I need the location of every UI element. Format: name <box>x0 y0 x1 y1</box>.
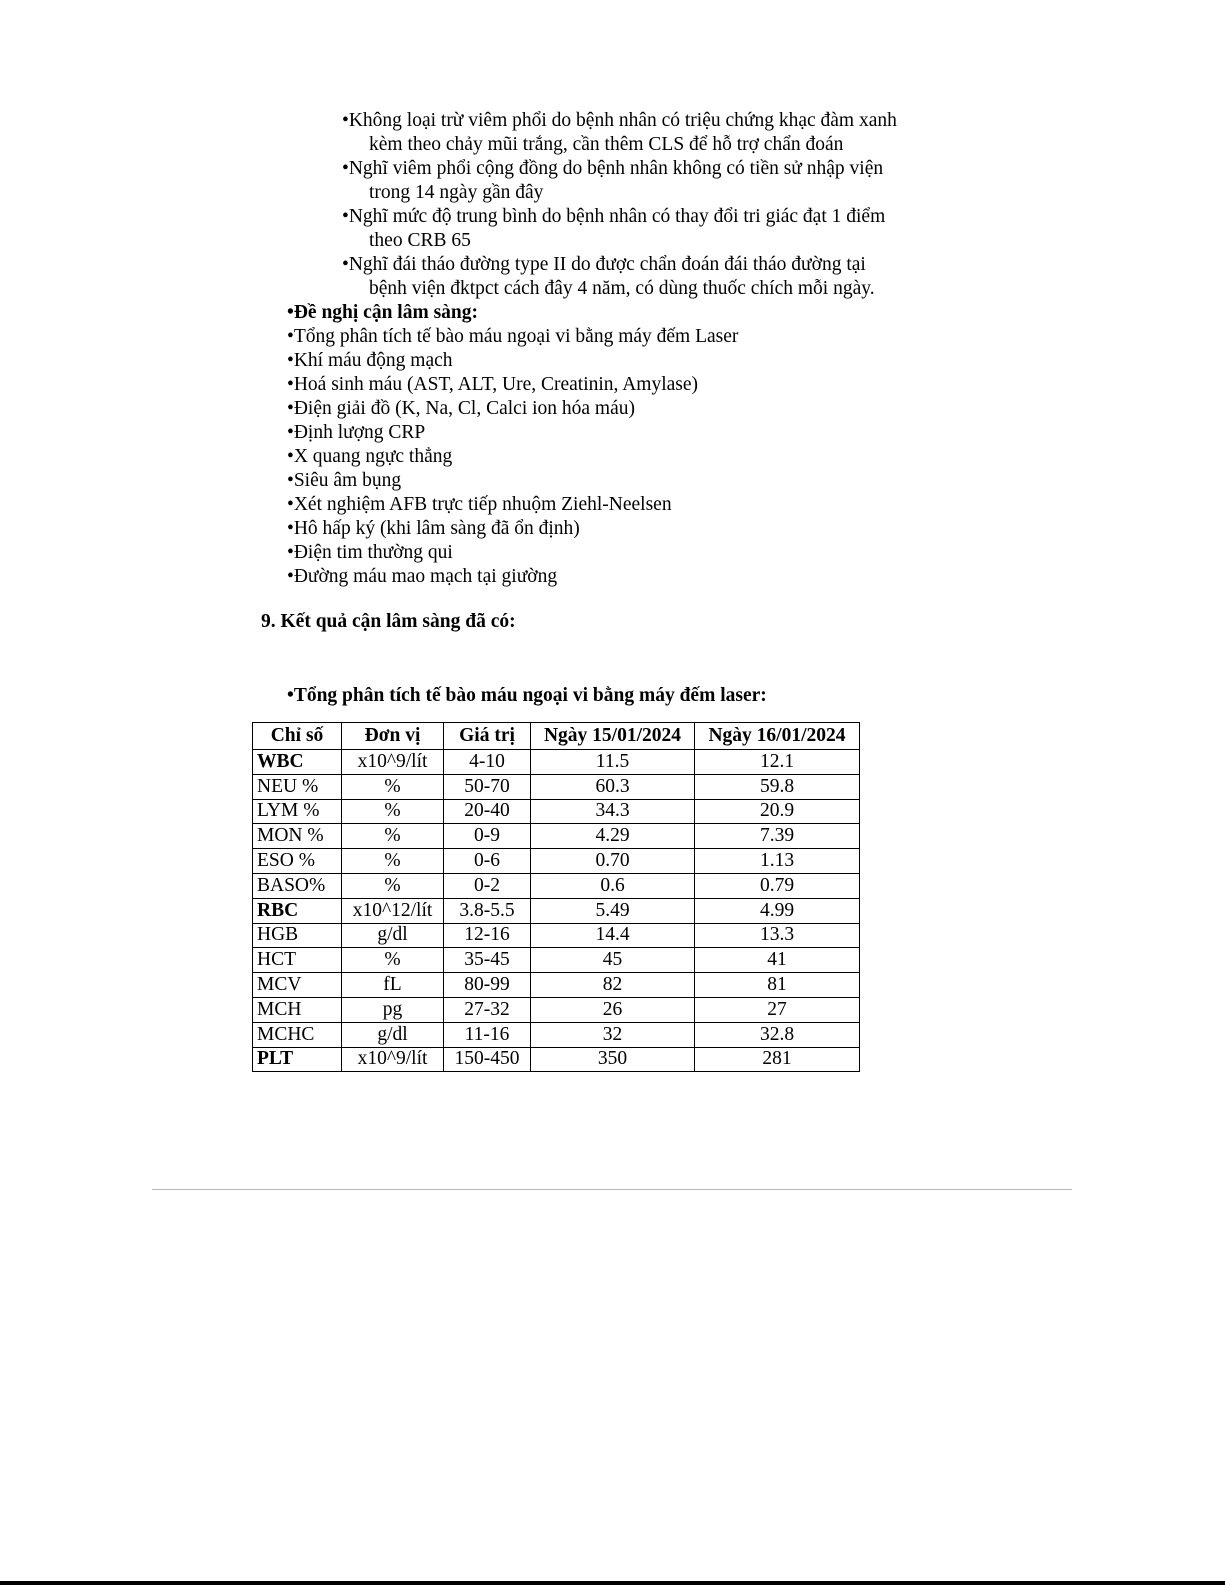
table-row <box>253 774 860 799</box>
table-row <box>253 824 860 849</box>
cell-day2: 59.8 <box>695 774 860 799</box>
table-row <box>253 1022 860 1047</box>
cell-index: ESO % <box>253 849 342 874</box>
header-cell: Chỉ số <box>253 723 342 750</box>
cell-unit: % <box>342 873 444 898</box>
cell-range: 27-32 <box>444 997 531 1022</box>
cell-unit: % <box>342 948 444 973</box>
cell-range: 0-9 <box>444 824 531 849</box>
header-cell: Ngày 16/01/2024 <box>695 723 860 750</box>
header-cell: Ngày 15/01/2024 <box>531 723 695 750</box>
table-row <box>253 849 860 874</box>
cell-day1: 14.4 <box>531 923 695 948</box>
cell-unit: g/dl <box>342 923 444 948</box>
proposal-heading: •Đề nghị cận lâm sàng: <box>287 302 479 323</box>
cell-range: 20-40 <box>444 799 531 824</box>
proposal-item: •Hô hấp ký (khi lâm sàng đã ổn định) <box>287 518 580 539</box>
table-row <box>253 997 860 1022</box>
cell-range: 4-10 <box>444 750 531 775</box>
cell-index: NEU % <box>253 774 342 799</box>
cell-unit: fL <box>342 973 444 998</box>
header-cell: Giá trị <box>444 723 531 750</box>
cell-day2: 20.9 <box>695 799 860 824</box>
cell-unit: % <box>342 849 444 874</box>
cell-range: 11-16 <box>444 1022 531 1047</box>
cell-range: 80-99 <box>444 973 531 998</box>
cell-unit: pg <box>342 997 444 1022</box>
table-row <box>253 750 860 775</box>
cell-range: 0-2 <box>444 873 531 898</box>
cell-day1: 26 <box>531 997 695 1022</box>
cell-index: RBC <box>253 898 342 923</box>
cell-index: HCT <box>253 948 342 973</box>
cell-index: MCHC <box>253 1022 342 1047</box>
assessment-line-3: •Nghĩ viêm phổi cộng đồng do bệnh nhân không có tiền sử nhập viện <box>342 158 884 179</box>
section-9-heading: 9. Kết quả cận lâm sàng đã có: <box>261 611 516 632</box>
bottom-edge-bar <box>0 1581 1225 1585</box>
cell-day1: 11.5 <box>531 750 695 775</box>
table-header-row <box>253 723 860 750</box>
cell-unit: % <box>342 799 444 824</box>
cell-day1: 5.49 <box>531 898 695 923</box>
cell-range: 12-16 <box>444 923 531 948</box>
lab-results-table <box>252 722 860 1072</box>
assessment-line-4: trong 14 ngày gần đây <box>369 182 544 203</box>
assessment-line-5: •Nghĩ mức độ trung bình do bệnh nhân có thay đổi tri giác đạt 1 điểm <box>342 206 886 227</box>
table-row <box>253 923 860 948</box>
cell-range: 3.8-5.5 <box>444 898 531 923</box>
assessment-line-6: theo CRB 65 <box>369 230 471 251</box>
cell-unit: x10^12/lít <box>342 898 444 923</box>
cell-day1: 45 <box>531 948 695 973</box>
cell-day1: 32 <box>531 1022 695 1047</box>
cell-unit: g/dl <box>342 1022 444 1047</box>
cell-range: 35-45 <box>444 948 531 973</box>
cell-day1: 34.3 <box>531 799 695 824</box>
cell-index: BASO% <box>253 873 342 898</box>
assessment-line-8: bệnh viện đktpct cách đây 4 năm, có dùng thuốc chích mỗi ngày. <box>369 278 875 299</box>
cell-index: MCH <box>253 997 342 1022</box>
proposal-item: •Định lượng CRP <box>287 422 426 443</box>
proposal-item: •Điện giải đồ (K, Na, Cl, Calci ion hóa máu) <box>287 398 636 419</box>
cell-day2: 13.3 <box>695 923 860 948</box>
cell-day2: 81 <box>695 973 860 998</box>
cell-day1: 60.3 <box>531 774 695 799</box>
table-row <box>253 973 860 998</box>
cell-day2: 7.39 <box>695 824 860 849</box>
cell-unit: % <box>342 774 444 799</box>
cell-day2: 12.1 <box>695 750 860 775</box>
cell-day2: 0.79 <box>695 873 860 898</box>
cell-day1: 0.70 <box>531 849 695 874</box>
cell-range: 150-450 <box>444 1047 531 1072</box>
cell-index: PLT <box>253 1047 342 1072</box>
table-row <box>253 898 860 923</box>
proposal-item: •Điện tim thường qui <box>287 542 453 563</box>
assessment-line-7: •Nghĩ đái tháo đường type II do được chẩn đoán đái tháo đường tại <box>342 254 866 275</box>
proposal-item: •Siêu âm bụng <box>287 470 402 491</box>
cell-range: 0-6 <box>444 849 531 874</box>
cell-day2: 32.8 <box>695 1022 860 1047</box>
table-row <box>253 948 860 973</box>
cell-day1: 4.29 <box>531 824 695 849</box>
cell-day2: 4.99 <box>695 898 860 923</box>
cell-unit: x10^9/lít <box>342 1047 444 1072</box>
cell-index: MON % <box>253 824 342 849</box>
proposal-item: •Tổng phân tích tế bào máu ngoại vi bằng máy đếm Laser <box>287 326 739 347</box>
cell-index: LYM % <box>253 799 342 824</box>
cell-day2: 27 <box>695 997 860 1022</box>
assessment-line-2: kèm theo chảy mũi trắng, cần thêm CLS để hỗ trợ chẩn đoán <box>369 134 844 155</box>
table-row <box>253 1047 860 1072</box>
cell-day1: 350 <box>531 1047 695 1072</box>
header-cell: Đơn vị <box>342 723 444 750</box>
cell-day2: 1.13 <box>695 849 860 874</box>
proposal-item: •Đường máu mao mạch tại giường <box>287 566 558 587</box>
cell-index: HGB <box>253 923 342 948</box>
cell-day2: 281 <box>695 1047 860 1072</box>
proposal-item: •Hoá sinh máu (AST, ALT, Ure, Creatinin, Amylase) <box>287 374 699 395</box>
assessment-line-1: •Không loại trừ viêm phổi do bệnh nhân có triệu chứng khạc đàm xanh <box>342 110 897 131</box>
table-row <box>253 799 860 824</box>
page-divider <box>152 1189 1072 1190</box>
cell-day2: 41 <box>695 948 860 973</box>
table-row <box>253 873 860 898</box>
cell-index: WBC <box>253 750 342 775</box>
proposal-item: •Khí máu động mạch <box>287 350 453 371</box>
cell-unit: x10^9/lít <box>342 750 444 775</box>
cell-unit: % <box>342 824 444 849</box>
proposal-item: •X quang ngực thẳng <box>287 446 453 467</box>
cell-day1: 82 <box>531 973 695 998</box>
cell-range: 50-70 <box>444 774 531 799</box>
section-9-subheading: •Tổng phân tích tế bào máu ngoại vi bằng máy đếm laser: <box>287 685 767 706</box>
cell-index: MCV <box>253 973 342 998</box>
cell-day1: 0.6 <box>531 873 695 898</box>
proposal-item: •Xét nghiệm AFB trực tiếp nhuộm Ziehl-Neelsen <box>287 494 672 515</box>
